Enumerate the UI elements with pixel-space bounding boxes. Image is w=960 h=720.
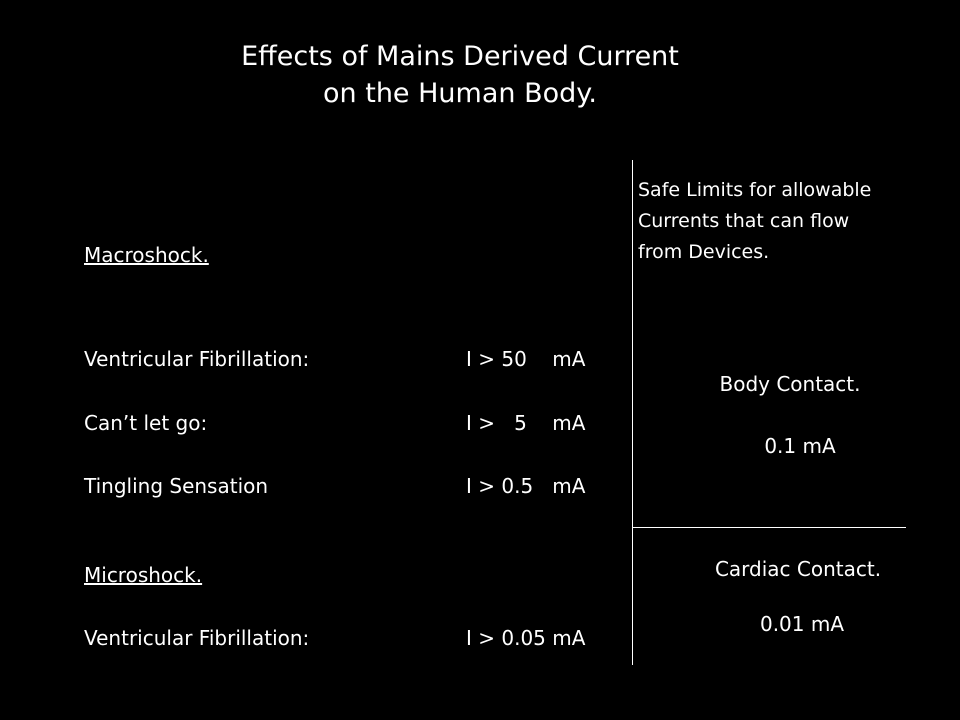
body-contact-label: Body Contact. — [719, 372, 861, 396]
safe-limits-heading-line-1: Safe Limits for allowable — [638, 179, 872, 201]
safe-limits-heading-line-3: from Devices. — [638, 241, 770, 263]
vertical-divider — [632, 160, 633, 665]
macroshock-tingling-label: Tingling Sensation — [84, 474, 269, 498]
macroshock-tingling-value: I > 0.5 mA — [466, 474, 586, 498]
microshock-vf-label: Ventricular Fibrillation: — [84, 626, 310, 650]
macroshock-cant-let-go-label: Can’t let go: — [84, 411, 208, 435]
macroshock-vf-label: Ventricular Fibrillation: — [84, 347, 310, 371]
microshock-heading: Microshock. — [84, 563, 203, 587]
microshock-vf-value: I > 0.05 mA — [466, 626, 586, 650]
macroshock-heading: Macroshock. — [84, 243, 209, 267]
cardiac-contact-value: 0.01 mA — [759, 612, 845, 636]
cardiac-contact-label: Cardiac Contact. — [714, 557, 882, 581]
macroshock-cant-let-go-value: I > 5 mA — [466, 411, 586, 435]
macroshock-vf-value: I > 50 mA — [466, 347, 586, 371]
safe-limits-heading-line-2: Currents that can flow — [638, 210, 850, 232]
slide-title-line-1: Effects of Mains Derived Current — [241, 41, 679, 72]
slide-title-line-2: on the Human Body. — [323, 78, 597, 109]
slide-title — [0, 38, 920, 112]
body-contact-value: 0.1 mA — [764, 434, 836, 458]
horizontal-divider — [632, 527, 906, 528]
safe-limits-heading — [638, 175, 871, 268]
